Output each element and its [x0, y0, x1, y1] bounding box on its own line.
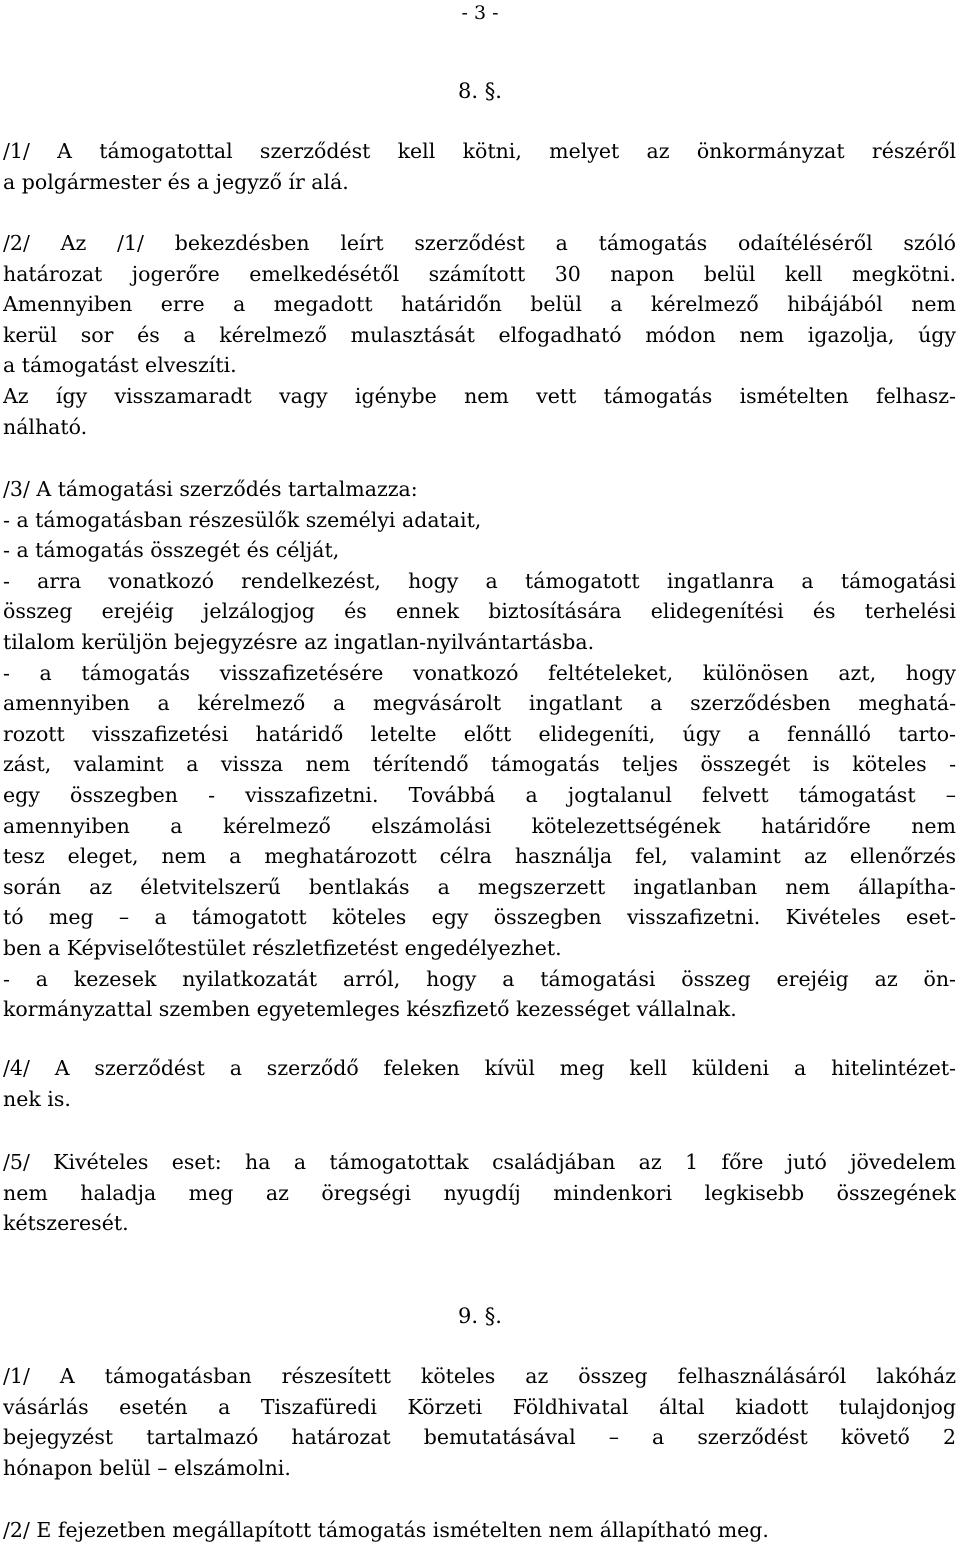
paragraph-9-1 — [3, 1361, 956, 1483]
text-line: tó meg – a támogatott köteles egy összegben visszafizetni. Kivételes eset- — [3, 905, 956, 930]
text-line: Amennyiben erre a megadott határidőn belül a kérelmező hibájából nem — [3, 292, 956, 317]
text-line: /2/ Az /1/ bekezdésben leírt szerződést a támogatás odaítéléséről szóló — [3, 231, 956, 255]
text-line: határozat jogerőre emelkedésétől számított 30 napon belül kell megkötni. — [3, 261, 956, 286]
text-line: során az életvitelszerű bentlakás a megszerzett ingatlanban nem állapítha- — [3, 874, 956, 899]
text-line: - arra vonatkozó rendelkezést, hogy a támogatott ingatlanra a támogatási — [3, 568, 956, 593]
text-line: kormányzattal szemben egyetemleges készfizető kezességet vállalnak. — [3, 997, 737, 1022]
text-line: ben a Képviselőtestület részletfizetést engedélyezhet. — [3, 935, 562, 960]
section-heading-9: 9. §. — [458, 1304, 502, 1328]
text-line: nek is. — [3, 1086, 71, 1111]
text-line: - a támogatás visszafizetésére vonatkozó feltételeket, különösen azt, hogy — [3, 660, 956, 685]
text-line: tesz eleget, nem a meghatározott célra használja fel, valamint az ellenőrzés — [3, 844, 956, 869]
text-line: összeg erejéig jelzálogjog és ennek biztosítására elidegenítési és terhelési — [3, 599, 956, 624]
text-line: a támogatást elveszíti. — [3, 353, 237, 378]
text-line: amennyiben a kérelmező elszámolási kötelezettségének határidőre nem — [3, 813, 956, 838]
text-line: /3/ A támogatási szerződés tartalmazza: — [3, 477, 418, 501]
paragraph-8-1 — [3, 136, 956, 197]
paragraph-8-4 — [3, 1053, 956, 1114]
text-line: vásárlás esetén a Tiszafüredi Körzeti Földhivatal által kiadott tulajdonjog — [3, 1394, 956, 1419]
text-line: Az így visszamaradt vagy igénybe nem vett támogatás ismételten felhasz- — [3, 383, 956, 408]
text-line: /2/ E fejezetben megállapított támogatás ismételten nem állapítható meg. — [3, 1518, 769, 1542]
text-line: kétszeresét. — [3, 1211, 129, 1236]
text-line: - a támogatás összegét és célját, — [3, 538, 340, 563]
text-line: rozott visszafizetési határidő letelte előtt elidegeníti, úgy a fennálló tarto- — [3, 721, 956, 746]
paragraph-8-5 — [3, 1147, 956, 1239]
text-line: tilalom kerüljön bejegyzésre az ingatlan-nyilvántartásba. — [3, 629, 595, 654]
text-line: nem haladja meg az öregségi nyugdíj mindenkori legkisebb összegének — [3, 1180, 956, 1205]
text-line: amennyiben a kérelmező a megvásárolt ingatlant a szerződésben meghatá- — [3, 691, 956, 716]
text-line: /1/ A támogatásban részesített köteles az összeg felhasználásáról lakóház — [3, 1364, 956, 1388]
text-line: /1/ A támogatottal szerződést kell kötni, melyet az önkormányzat részéről — [3, 139, 956, 163]
text-line: /4/ A szerződést a szerződő feleken kívül meg kell küldeni a hitelintézet- — [3, 1056, 956, 1080]
page-number: - 3 - — [461, 2, 499, 24]
text-line: a polgármester és a jegyző ír alá. — [3, 169, 349, 194]
text-line: egy összegben - visszafizetni. Továbbá a jogtalanul felvett támogatást – — [3, 782, 956, 807]
text-line: - a támogatásban részesülők személyi adatait, — [3, 507, 482, 532]
paragraph-8-2 — [3, 228, 956, 442]
text-line: bejegyzést tartalmazó határozat bemutatásával – a szerződést követő 2 — [3, 1425, 956, 1450]
text-line: kerül sor és a kérelmező mulasztását elfogadható módon nem igazolja, úgy — [3, 322, 956, 347]
text-line: hónapon belül – elszámolni. — [3, 1455, 291, 1480]
paragraph-9-2 — [3, 1515, 956, 1546]
paragraph-8-3 — [3, 474, 956, 1025]
text-line: - a kezesek nyilatkozatát arról, hogy a támogatási összeg erejéig az ön- — [3, 966, 956, 991]
text-line: nálható. — [3, 414, 88, 439]
text-line: /5/ Kivételes eset: ha a támogatottak családjában az 1 főre jutó jövedelem — [3, 1150, 956, 1174]
text-line: zást, valamint a vissza nem térítendő támogatás teljes összegét is köteles - — [3, 752, 956, 777]
section-heading-8: 8. §. — [458, 79, 502, 103]
